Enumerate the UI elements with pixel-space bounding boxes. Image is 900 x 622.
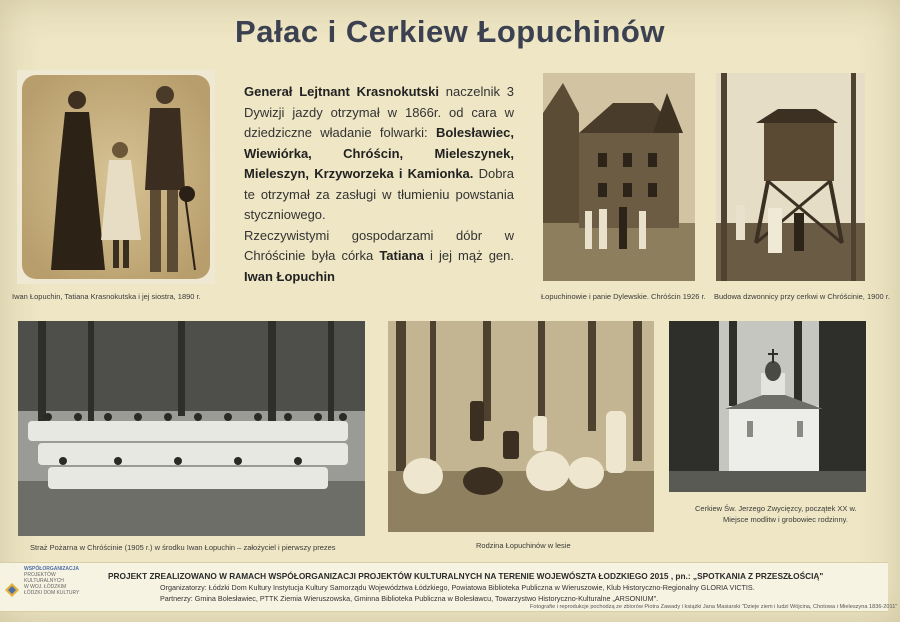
photo-lopuchin-family-portrait: [17, 70, 215, 284]
footer-credits: Fotografie i reprodukcje pochodzą ze zbiorów Piotra Zawady i książki Jana Masiarski "Dzieje ziem i ludzi Wójcina, Chotowa i Mieleszyna 1836-2011": [530, 604, 898, 610]
footer-partners: Partnerzy: Gmina Bolesławiec, PTTK Ziemia Wieruszowska, Gminna Biblioteka Publiczna w Bolesławcu, Towarzystwo Historyczno-Kulturalne „ARSONIUM".: [160, 594, 659, 603]
logo-line: PROJEKTÓW KULTURALNYCH: [24, 572, 64, 584]
estate-list: Bolesławiec, Wiewiórka, Chróścin, Mieleszynek, Mieleszyn, Krzyworzeka i Kamionka.: [244, 125, 514, 181]
page-title: Pałac i Cerkiew Łopuchinów: [235, 14, 665, 49]
caption-photo-3: Budowa dzwonnicy przy cerkwi w Chróścinie, 1900 r.: [714, 292, 890, 301]
footer-headline: PROJEKT ZREALIZOWANO W RAMACH WSPÓŁORGANIZACJI PROJEKTÓW KULTURALNYCH NA TERENIE WOJEWÓSZTA ŁODZKIEGO 2015 , pn.: „SPOTKANIA Z PRZESZŁOŚCIĄ": [108, 571, 824, 581]
logo-text: [24, 566, 96, 596]
caption-photo-5: Rodzina Łopuchinów w lesie: [476, 541, 571, 550]
history-text-part: naczelnik 3 Dywizji jazdy otrzymał w 1866r. od cara w dziedziczne władanie folwarki:: [244, 84, 514, 140]
project-logo: [4, 566, 96, 604]
logo-line: W WOJ. ŁÓDZKIM: [24, 584, 67, 590]
history-text-part: Dobra te otrzymał za zasługi w tłumieniu powstania styczniowego.: [244, 166, 514, 222]
photo-family-in-forest: [388, 321, 654, 532]
history-text-part: Rzeczywistymi gospodarzami dóbr w Chróścinie była córka: [244, 227, 514, 263]
photo-orthodox-church: [669, 321, 866, 492]
caption-photo-6-line-1: Cerkiew Św. Jerzego Zwycięzcy, początek XX w.: [695, 504, 857, 513]
caption-photo-4: Straż Pożarna w Chróścinie (1905 r.) w środku Iwan Łopuchin – założyciel i pierwszy prezes: [30, 543, 336, 552]
history-text-part: i jej mąż gen.: [423, 248, 515, 263]
history-text: [244, 82, 514, 287]
logo-icon: [4, 582, 20, 598]
photo-palace: [543, 73, 695, 281]
logo-line: WSPÓŁORGANIZACJA: [24, 566, 79, 572]
history-paragraph-2: [244, 226, 514, 288]
name-krasnokutski: Generał Lejtnant Krasnokutski: [244, 84, 439, 99]
footer-organizers: Organizatorzy: Łódzki Dom Kultury Instytucja Kultury Samorządu Województwa Łódzkiego, Powiatowa Biblioteka Publiczna w Wieruszowie, Klub Historyczno-Regionalny GLORIA VICTIS.: [160, 583, 755, 592]
caption-photo-6-line-2: Miejsce modlitw i grobowiec rodzinny.: [723, 515, 848, 524]
name-iwan-lopuchin: Iwan Łopuchin: [244, 268, 335, 284]
caption-photo-2: Łopuchinowie i panie Dylewskie. Chróścin 1926 r.: [541, 292, 706, 301]
logo-line: ŁÓDZKI DOM KULTURY: [24, 590, 80, 596]
photo-fire-brigade: [18, 321, 365, 536]
history-paragraph-1: [244, 82, 514, 226]
caption-photo-1: Iwan Łopuchin, Tatiana Krasnokutska i jej siostra, 1890 r.: [12, 292, 201, 301]
photo-bell-tower-construction: [716, 73, 865, 281]
name-tatiana: Tatiana: [379, 248, 424, 263]
